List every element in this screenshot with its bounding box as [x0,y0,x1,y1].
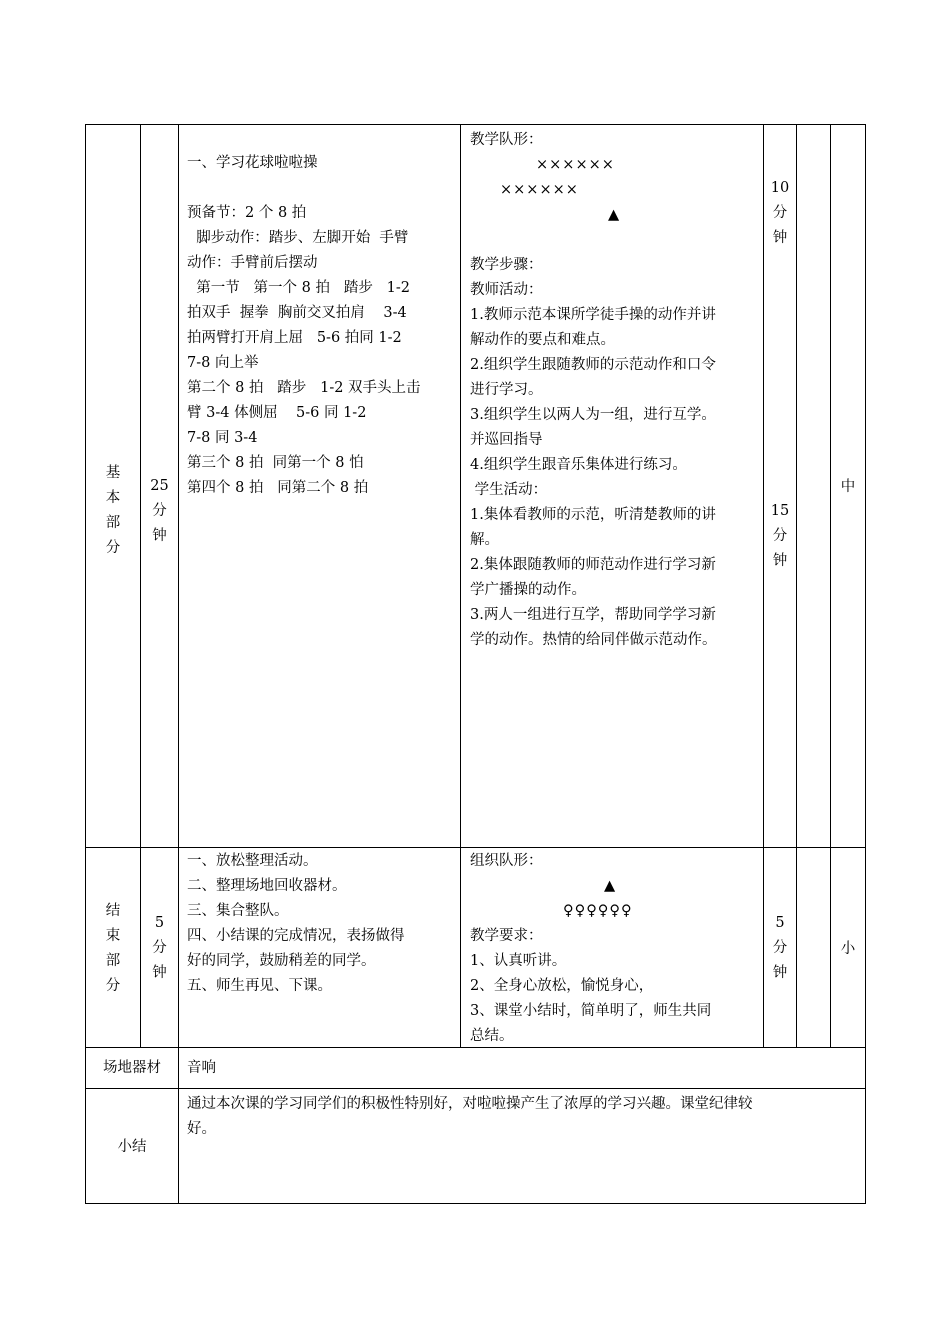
method-line: 进行学习。 [470,382,543,398]
duration-number: 5 [154,915,165,931]
label-char: 分 [105,978,121,994]
end-intensity: 小 [840,941,856,957]
content-line: 第二个 8 拍 踏步 1-2 双手头上击 [187,380,421,396]
requirement-line: 教学要求： [470,928,543,944]
students-row: ♀♀♀♀♀♀ [563,903,633,919]
col-divider [178,124,179,1204]
summary-line: 通过本次课的学习同学们的积极性特别好，对啦啦操产生了浓厚的学习兴趣。课堂纪律较 [187,1096,753,1112]
basic-intensity: 中 [840,479,856,495]
teacher-triangle-icon: ▲ [604,878,616,894]
content-line: 四、小结课的完成情况，表扬做得 [187,928,405,944]
method-line: 2.组织学生跟随教师的示范动作和口令 [470,357,716,373]
time-unit: 分 [772,528,788,544]
time-number: 10 [770,180,790,196]
summary-line: 好。 [187,1121,216,1137]
spacer [470,228,762,253]
end-methods [470,849,762,1049]
method-line: 4.组织学生跟音乐集体进行练习。 [470,457,687,473]
equipment-value: 音响 [187,1060,216,1076]
method-line: 学生活动： [470,482,548,498]
method-line: 教师活动： [470,282,543,298]
col-divider [140,124,141,1048]
duration-unit: 钟 [152,528,167,544]
content-line: 好的同学，鼓励稍差的同学。 [187,953,376,969]
label-char: 束 [105,928,121,944]
basic-time-2 [764,499,796,574]
content-line: 二、整理场地回收器材。 [187,878,347,894]
method-line: 解。 [470,532,499,548]
method-line: 并巡回指导 [470,432,543,448]
content-line: 脚步动作：踏步、左脚开始 手臂 [187,230,409,246]
content-line: 一、放松整理活动。 [187,853,318,869]
requirement-line: 1、认真听讲。 [470,953,567,969]
content-line: 臂 3-4 体侧屈 5-6 同 1-2 [187,405,367,421]
end-section-label [86,899,140,999]
content-line: 五、师生再见、下课。 [187,978,332,994]
content-line: 三、集合整队。 [187,903,289,919]
formation-title: 教学队形： [470,132,543,148]
formation-title: 组织队形： [470,853,543,869]
label-char: 本 [105,490,121,506]
content-line: 拍双手 握拳 胸前交叉拍肩 3-4 [187,305,407,321]
time-number: 15 [770,503,790,519]
duration-unit: 分 [152,503,167,519]
method-line: 1.集体看教师的示范，听清楚教师的讲 [470,507,716,523]
method-line: 教学步骤： [470,257,543,273]
row-divider [85,1203,866,1204]
duration-unit: 分 [152,940,167,956]
time-unit: 钟 [772,553,788,569]
content-line [187,176,459,201]
summary-text [187,1092,863,1142]
content-line: 第三个 8 拍 同第一个 8 怕 [187,455,364,471]
basic-content [187,151,459,501]
content-line: 一、学习花球啦啦操 [187,155,318,171]
duration-number: 25 [150,478,169,494]
content-line: 7-8 向上举 [187,355,259,371]
row-divider [85,1088,866,1089]
formation-row: ×××××× [536,157,615,173]
equipment-label: 场地器材 [103,1060,161,1076]
requirement-line: 3、课堂小结时，简单明了，师生共同 [470,1003,712,1019]
requirement-line: 总结。 [470,1028,514,1044]
method-line: 3.两人一组进行互学，帮助同学学习新 [470,607,716,623]
method-line: 学广播操的动作。 [470,582,586,598]
time-number: 5 [775,915,785,931]
content-line: 7-8 同 3-4 [187,430,258,446]
basic-time-1 [764,176,796,251]
label-char: 部 [105,515,121,531]
col-divider [830,124,831,1048]
col-divider [763,124,764,1048]
label-char: 部 [105,953,121,969]
row-divider [85,124,866,125]
time-unit: 钟 [772,965,788,981]
formation-row: ×××××× [500,182,579,198]
label-char: 分 [105,540,121,556]
basic-methods [470,128,762,653]
teacher-triangle-icon: ▲ [608,207,620,223]
time-unit: 分 [772,940,788,956]
duration-unit: 钟 [152,965,167,981]
method-line: 1.教师示范本课所学徒手操的动作并讲 [470,307,716,323]
basic-duration [141,474,178,549]
content-line: 第一节 第一个 8 拍 踏步 1-2 [187,280,410,296]
requirement-line: 2、全身心放松，愉悦身心， [470,978,654,994]
label-char: 基 [105,465,121,481]
label-char: 结 [105,903,121,919]
time-unit: 分 [772,205,788,221]
end-time [764,911,796,986]
col-divider [460,124,461,1048]
basic-section-label [86,461,140,561]
method-line: 解动作的要点和难点。 [470,332,615,348]
end-content [187,849,459,999]
time-unit: 钟 [772,230,788,246]
summary-label: 小结 [117,1139,147,1155]
col-divider [796,124,797,1048]
content-line: 拍两臂打开肩上屈 5-6 拍同 1-2 [187,330,402,346]
content-line: 预备节：2 个 8 拍 [187,205,307,221]
method-line: 2.集体跟随教师的师范动作进行学习新 [470,557,716,573]
row-divider [85,847,866,848]
content-line: 动作：手臂前后摆动 [187,255,318,271]
content-line: 第四个 8 拍 同第二个 8 拍 [187,480,369,496]
col-divider [865,124,866,1204]
method-line: 3.组织学生以两人为一组，进行互学。 [470,407,716,423]
method-line: 学的动作。热情的给同伴做示范动作。 [470,632,717,648]
col-divider [85,124,86,1204]
end-duration [141,911,178,986]
